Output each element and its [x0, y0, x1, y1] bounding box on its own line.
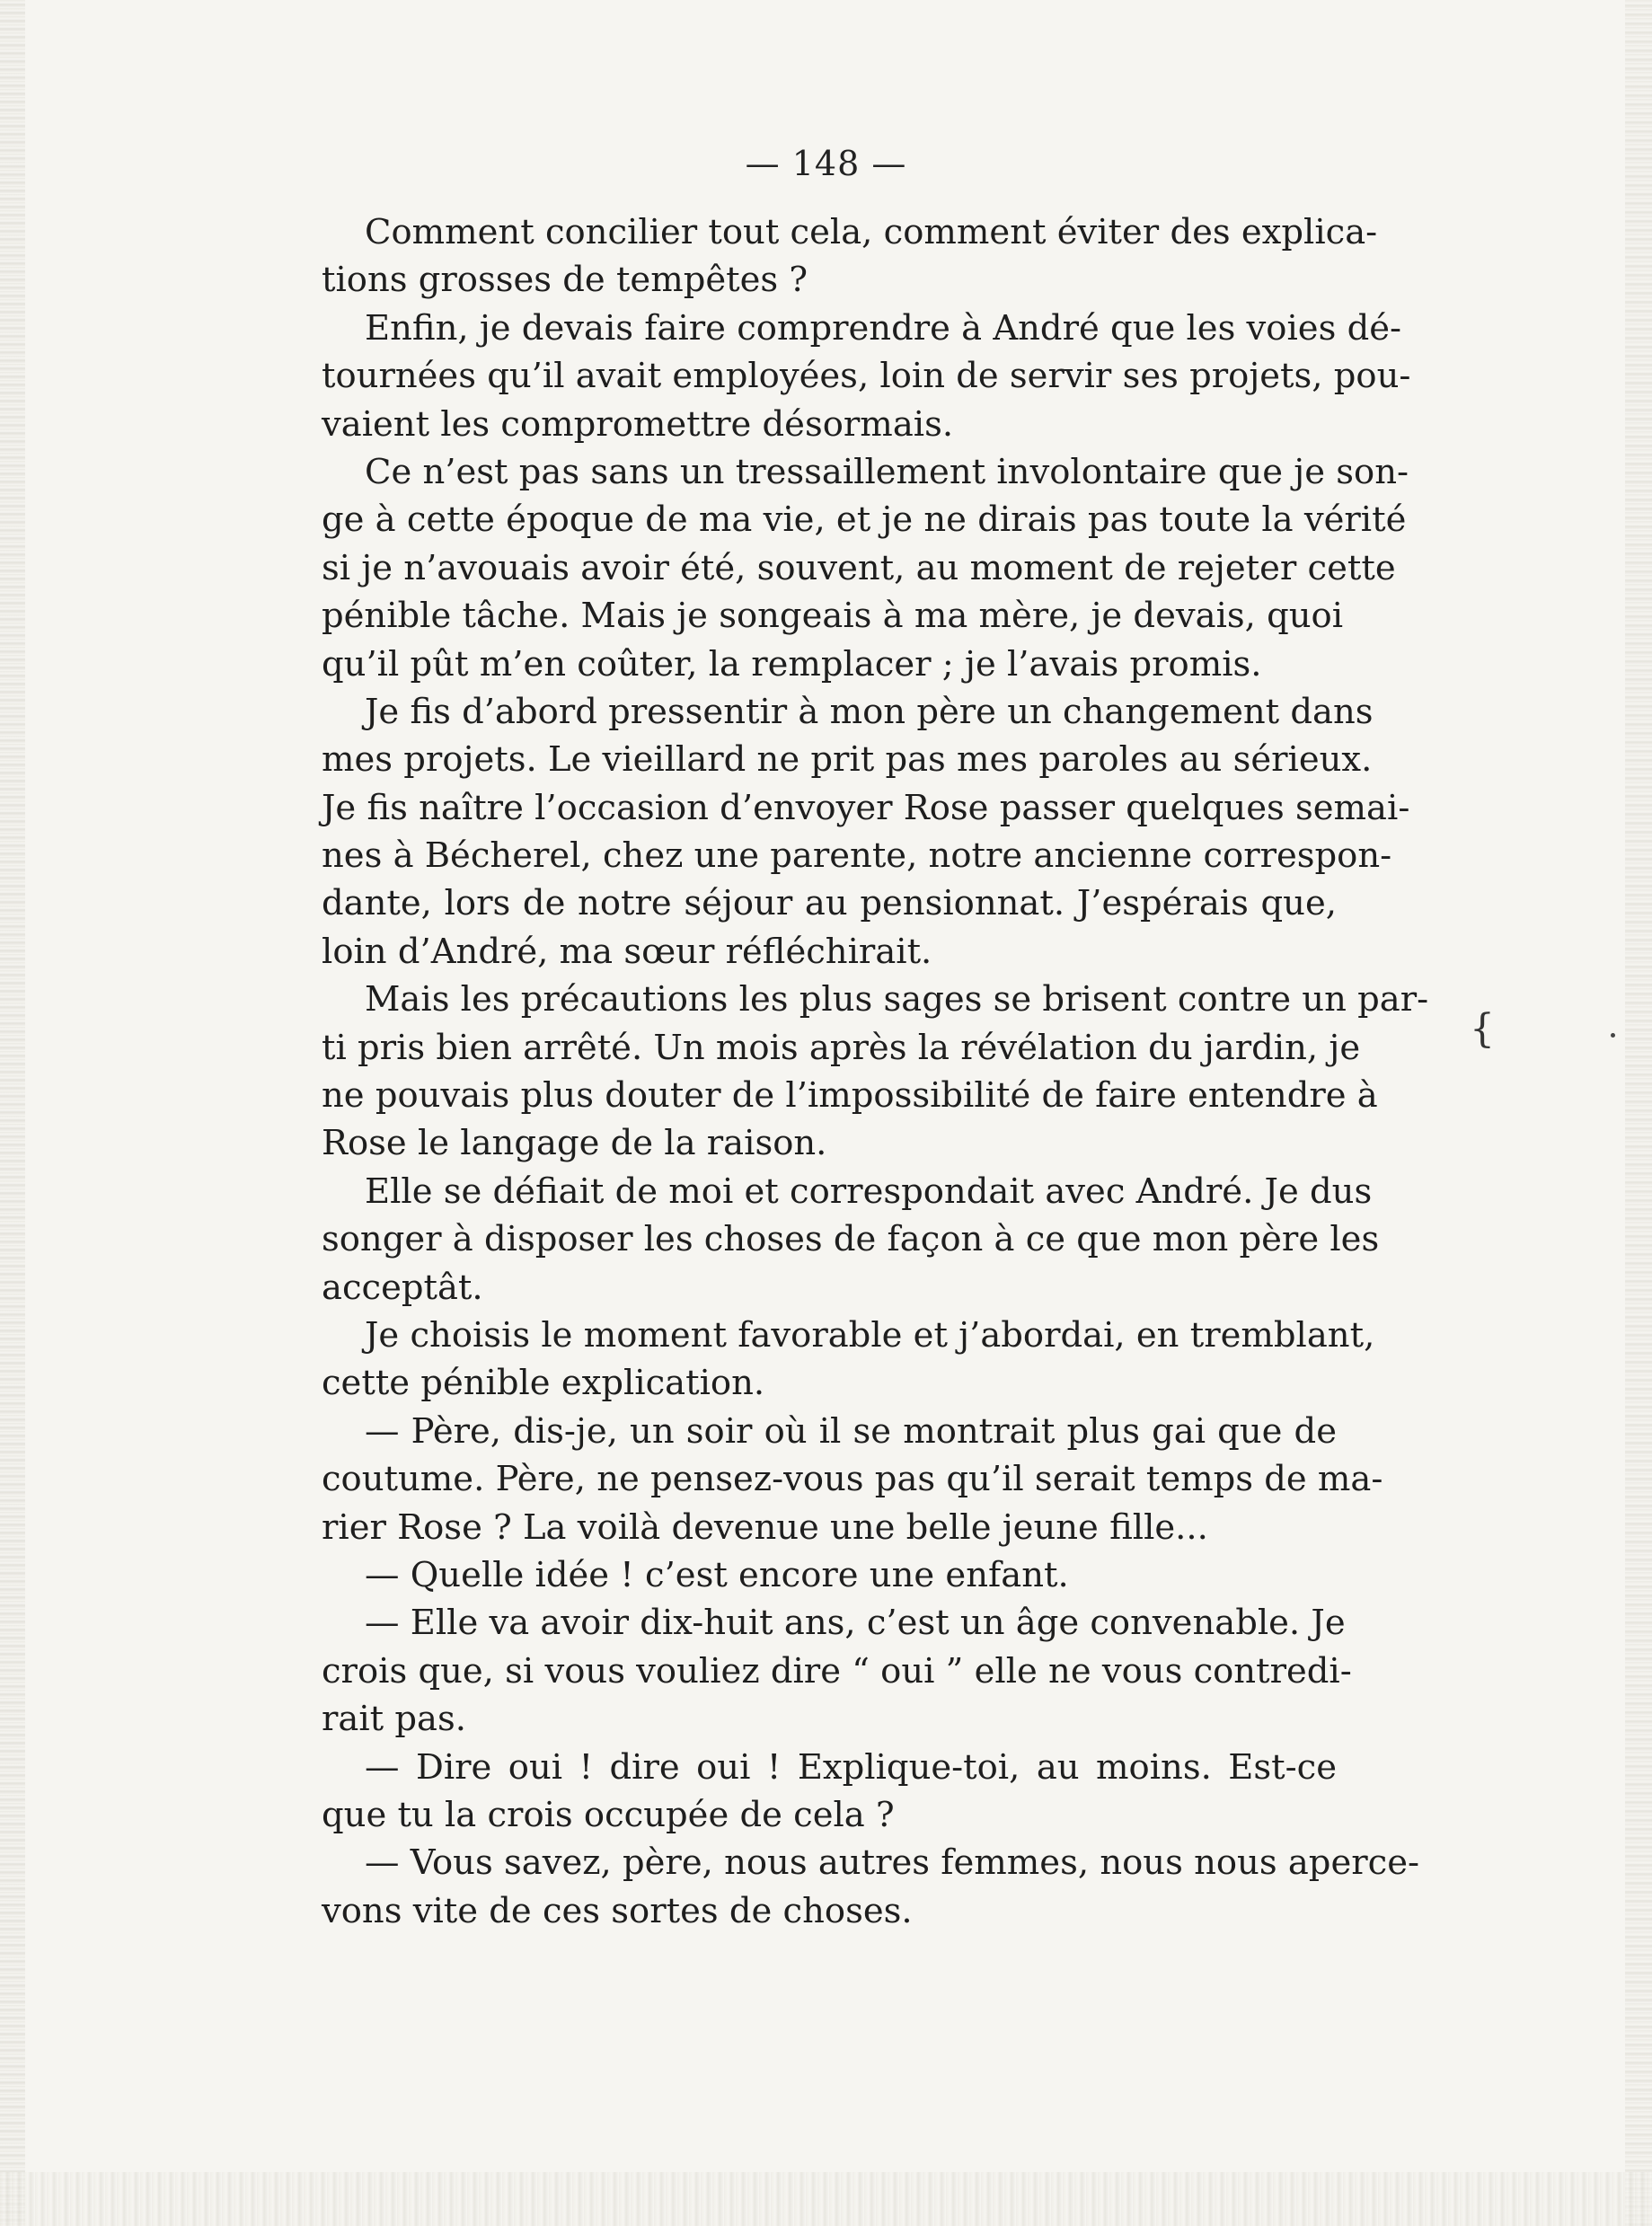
- text-line: cette pénible explication.: [322, 1363, 765, 1404]
- text-line: — Elle va avoir dix-huit ans, c’est un âge convenable. Je: [365, 1603, 1346, 1644]
- scan-edge-left: [0, 0, 25, 2226]
- text-line: vaient les compromettre désormais.: [322, 403, 954, 445]
- text-line: — Père, dis-je, un soir où il se montrait plus gai que de: [365, 1410, 1337, 1452]
- text-line: Je fis d’abord pressentir à mon père un changement dans: [365, 691, 1374, 732]
- text-line: Mais les précautions les plus sages se brisent contre un par-: [365, 979, 1429, 1020]
- text-line: Elle se défiait de moi et correspondait avec André. Je dus: [365, 1170, 1373, 1212]
- text-line: songer à disposer les choses de façon à ce que mon père les: [322, 1219, 1380, 1260]
- text-line: Comment concilier tout cela, comment éviter des explica-: [365, 212, 1378, 252]
- text-line: — Quelle idée ! c’est encore une enfant.: [365, 1554, 1069, 1595]
- text-line: vons vite de ces sortes de choses.: [322, 1890, 913, 1931]
- body-text: [322, 208, 1429, 1935]
- text-line: Ce n’est pas sans un tressaillement involontaire que je son-: [365, 451, 1409, 492]
- text-line: que tu la crois occupée de cela ?: [322, 1794, 895, 1835]
- scan-edge-bottom: [0, 2172, 1652, 2226]
- scan-edge-right: [1625, 0, 1652, 2226]
- text-line: Je choisis le moment favorable et j’abordai, en tremblant,: [365, 1314, 1375, 1356]
- text-line: Enfin, je devais faire comprendre à André que les voies dé-: [365, 307, 1402, 349]
- text-line: Je fis naître l’occasion d’envoyer Rose passer quelques semai-: [322, 787, 1410, 828]
- text-line: tournées qu’il avait employées, loin de servir ses projets, pou-: [322, 356, 1411, 397]
- text-line: ti pris bien arrêté. Un mois après la révélation du jardin, je: [322, 1027, 1361, 1068]
- text-line: ne pouvais plus douter de l’impossibilité de faire entendre à: [322, 1075, 1378, 1117]
- text-line: tions grosses de tempêtes ?: [322, 260, 808, 301]
- text-line: pénible tâche. Mais je songeais à ma mère, je devais, quoi: [322, 596, 1344, 637]
- page-number: — 148 —: [745, 144, 907, 183]
- text-line: si je n’avouais avoir été, souvent, au moment de rejeter cette: [322, 547, 1396, 588]
- text-line: dante, lors de notre séjour au pensionnat. J’espérais que,: [322, 883, 1337, 924]
- text-line: crois que, si vous vouliez dire “ oui ” elle ne vous contredi-: [322, 1650, 1352, 1692]
- text-line: — Dire oui ! dire oui ! Explique-toi, au moins. Est-ce: [365, 1746, 1337, 1788]
- text-line: ge à cette époque de ma vie, et je ne dirais pas toute la vérité: [322, 499, 1407, 541]
- text-line: rier Rose ? La voilà devenue une belle jeune fille...: [322, 1506, 1208, 1548]
- ink-speck: [1611, 1033, 1615, 1038]
- text-line: mes projets. Le vieillard ne prit pas mes paroles au sérieux.: [322, 739, 1373, 781]
- text-line: rait pas.: [322, 1699, 466, 1740]
- margin-brace-mark: {: [1470, 1006, 1495, 1052]
- text-line: qu’il pût m’en coûter, la remplacer ; je l’avais promis.: [322, 643, 1262, 685]
- text-line: nes à Bécherel, chez une parente, notre ancienne correspon-: [322, 835, 1392, 877]
- text-line: coutume. Père, ne pensez-vous pas qu’il serait temps de ma-: [322, 1459, 1383, 1500]
- text-line: acceptât.: [322, 1267, 483, 1308]
- text-line: Rose le langage de la raison.: [322, 1123, 827, 1164]
- text-line: — Vous savez, père, nous autres femmes, nous nous aperce-: [365, 1842, 1419, 1884]
- text-line: loin d’André, ma sœur réfléchirait.: [322, 931, 932, 972]
